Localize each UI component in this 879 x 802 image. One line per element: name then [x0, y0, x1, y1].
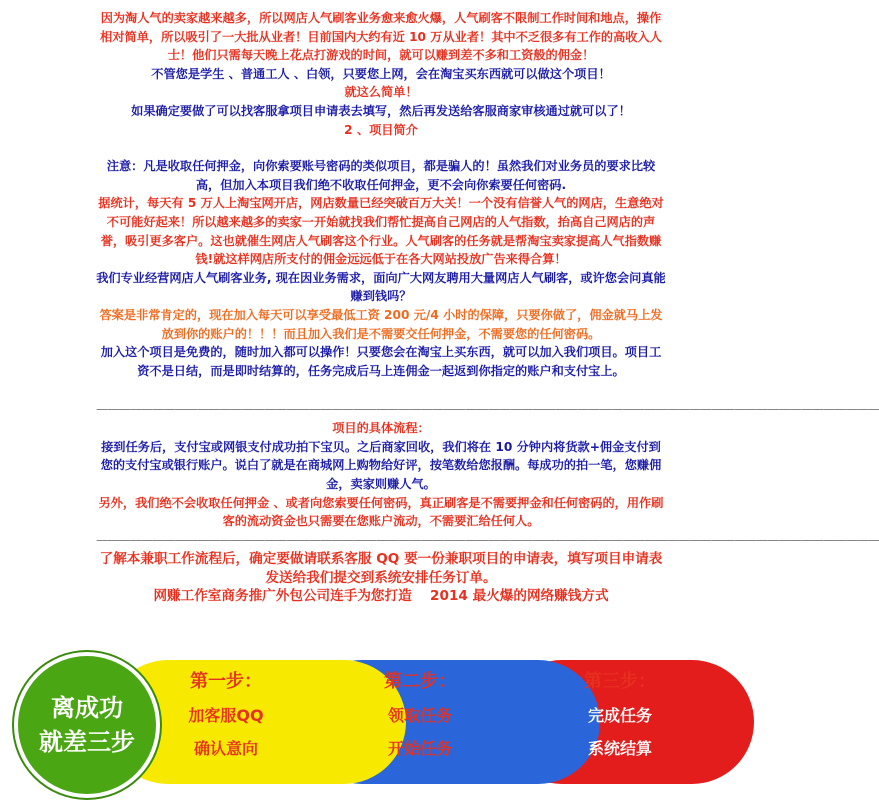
- step1: [166, 672, 286, 772]
- closing-tagline: 网赚工作室商务推广外包公司连手为您打造 2014 最火爆的网络赚钱方式: [153, 588, 609, 605]
- step2-line2: 开始任务: [387, 739, 452, 758]
- intro-audience: 不管您是学生 、普通工人 、白领，只要您上网，会在淘宝买东西就可以做这个项目！: [151, 66, 611, 81]
- divider: ——————————————————————————————————————————————————————————————————————: [96, 532, 879, 547]
- process-steps: 接到任务后，支付宝或网银支付成功拍下宝贝。之后商家回收，我们将在 10 分钟内将货款+佣金支付到您的支付宝或银行账户。说白了就是在商城网上购物给好评，按笔数给您报酬。每成功的拍一笔，您赚佣金，卖家则赚人气。: [100, 439, 662, 492]
- process-note: 另外，我们绝不会收取任何押金 、或者向您索要任何密码，真正刷客是不需要押金和任何密码的，用作刷客的流动资金也只需要在您账户流动，不需要汇给任何人。: [98, 495, 664, 529]
- step2-line1: 领取任务: [387, 706, 452, 725]
- notice-answer: 答案是非常肯定的，现在加入每天可以享受最低工资 200 元/4 小时的保障，只要你做了，佣金就马上发放到你的账户的！！！而且加入我们是不需要交任何押金，不需要您的任何密码。: [99, 307, 663, 341]
- process-title: 项目的具体流程：: [332, 421, 430, 436]
- circle-line2: 就差三步: [39, 728, 135, 756]
- intro-simple: 就这么简单！: [344, 85, 418, 100]
- step3-line1: 完成任务: [587, 706, 652, 725]
- step2: [360, 672, 480, 772]
- step3-line2: 系统结算: [587, 739, 652, 758]
- divider: ——————————————————————————————————————————————————————————————————————: [96, 402, 879, 417]
- step1-line2: 确认意向: [193, 739, 258, 758]
- step1-line1: 加客服QQ: [188, 706, 264, 725]
- article: [96, 9, 879, 606]
- closing-instructions: 了解本兼职工作流程后，确定要做请联系客服 QQ 要一份兼职项目的申请表，填写项目申请表发送给我们提交到系统安排任务订单。: [99, 550, 663, 586]
- circle-line1: 离成功: [51, 694, 123, 722]
- intro-paragraph: 因为淘人气的卖家越来越多，所以网店人气刷客业务愈来愈火爆，人气刷客不限制工作时间和地点，操作相对简单，所以吸引了一大批从业者！目前国内大约有近 10 万从业者！其中不乏很多有工作的高收入人士！他们只需每天晚上花点打游戏的时间，就可以赚到差不多和工资般的佣金！: [100, 11, 662, 63]
- notice-warning: 注意：凡是收取任何押金，向你索要账号密码的类似项目，都是骗人的！虽然我们对业务员的要求比较高，但加入本项目我们绝不收取任何押金，更不会向你索要任何密码.: [106, 159, 656, 192]
- step2-title: 第二步：: [384, 671, 456, 692]
- notice-free: 加入这个项目是免费的，随时加入都可以操作！只要您会在淘宝上买东西，就可以加入我们项目。项目工资不是日结，而是即时结算的，任务完成后马上连佣金一起返到你指定的账户和支付宝上。: [100, 345, 662, 378]
- notice-recruit: 我们专业经营网店人气刷客业务, 现在因业务需求，面向广大网友聘用大量网店人气刷客，或许您会问真能赚到钱吗？: [96, 270, 666, 304]
- notice-statistics: 据统计，每天有 5 万人上淘宝网开店，网店数量已经突破百万大关！一个没有信誉人气的网店，生意绝对不可能好起来！所以越来越多的卖家一开始就找我们帮忙提高自己网店的人气指数，抬高自己网店的声誉，吸引更多客户。这也就催生网店人气刷客这个行业。人气刷客的任务就是帮淘宝卖家提高人气指数赚钱!就这样网店所支付的佣金远远低于在各大网站投放广告来得合算！: [98, 196, 664, 267]
- success-circle: [14, 652, 160, 798]
- section-heading: 2 、项目简介: [344, 122, 418, 137]
- three-steps-banner: [0, 652, 761, 802]
- intro-apply: 如果确定要做了可以找客服拿项目申请表去填写，然后再发送给客服商家审核通过就可以了！: [131, 103, 631, 118]
- step3: [560, 672, 680, 772]
- step3-title: 第三步：: [584, 671, 656, 692]
- step1-title: 第一步：: [190, 671, 262, 692]
